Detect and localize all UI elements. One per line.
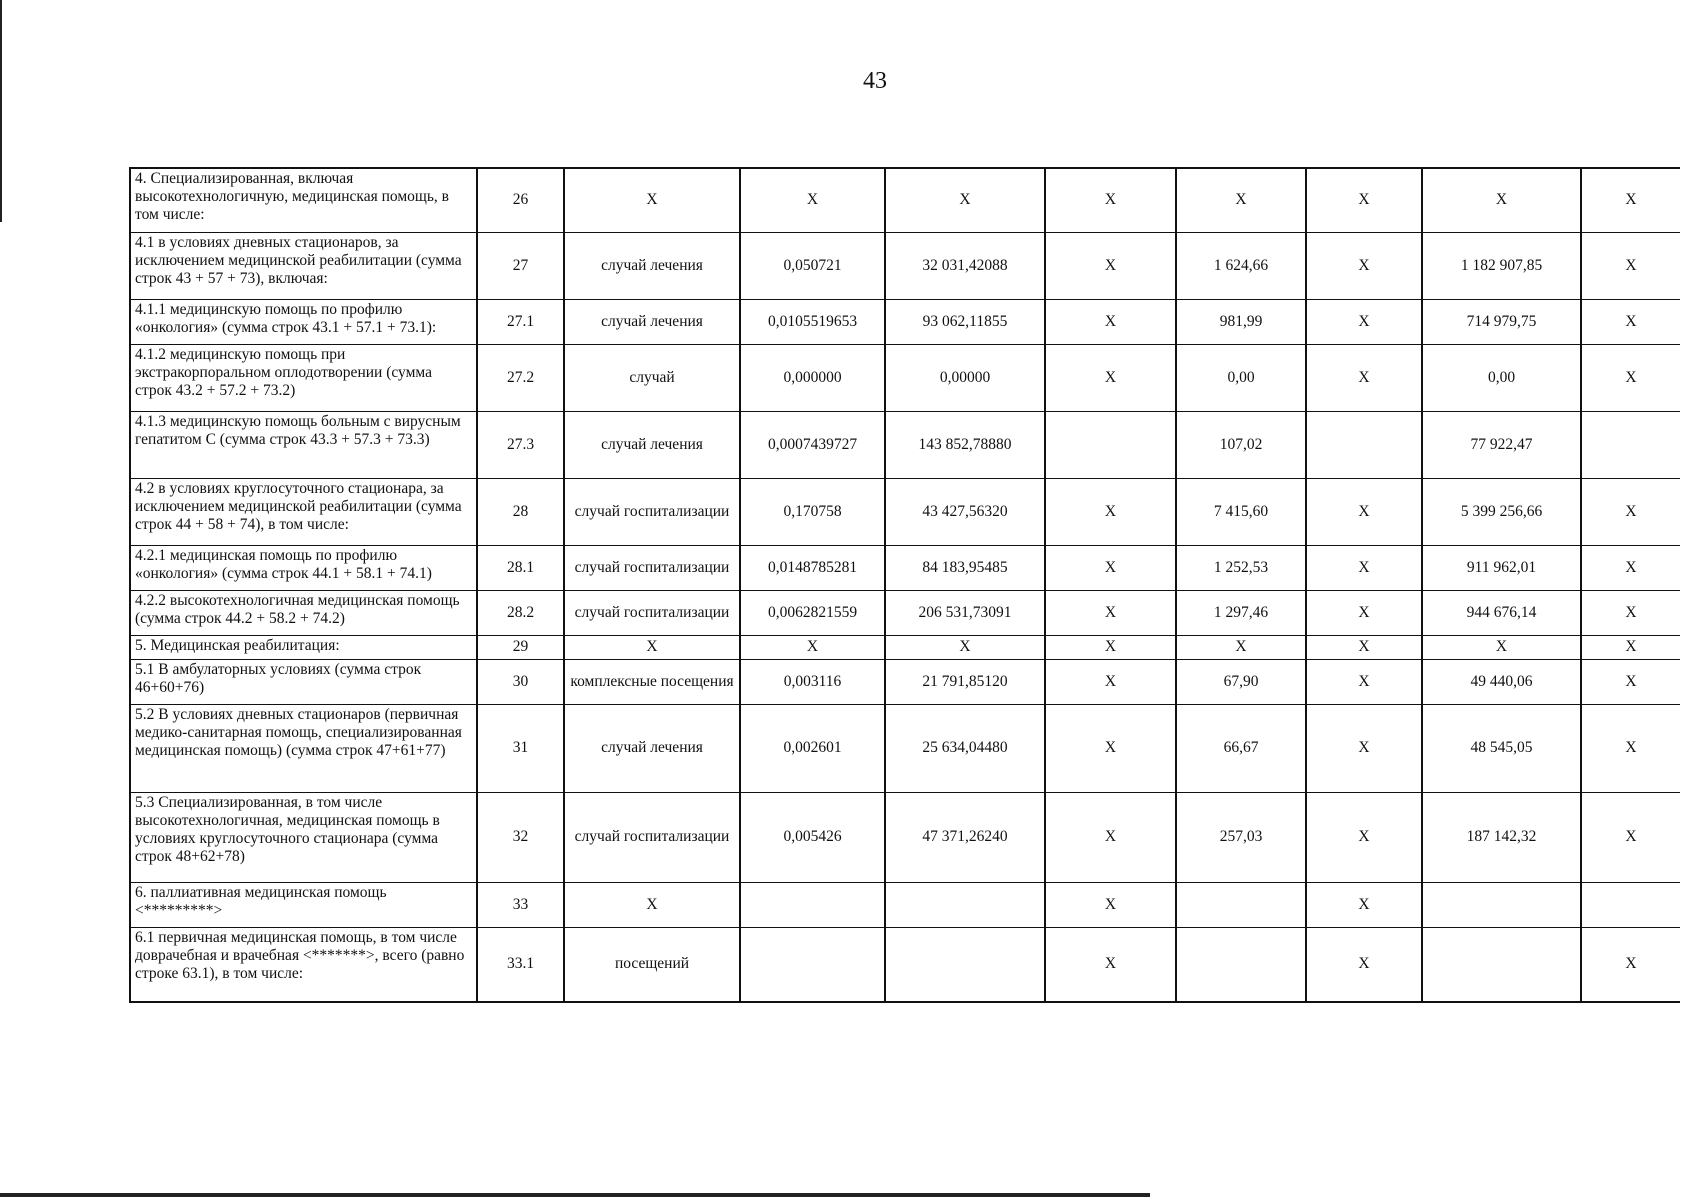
value-cell: X — [1306, 545, 1422, 590]
value-cell: X — [1581, 232, 1680, 299]
unit-cell: случай лечения — [564, 411, 740, 478]
value-cell: X — [1581, 659, 1680, 704]
table-row — [130, 792, 1680, 882]
value-cell: 0,00 — [1422, 344, 1581, 411]
unit-cell: случай — [564, 344, 740, 411]
row-label: 4.2.2 высокотехнологичная медицинская помощь (сумма строк 44.2 + 58.2 + 74.2) — [130, 590, 477, 635]
value-cell: X — [1306, 704, 1422, 792]
row-number: 27.2 — [477, 344, 564, 411]
report-table — [129, 167, 1680, 1003]
value-cell: X — [1045, 545, 1176, 590]
row-number: 30 — [477, 659, 564, 704]
value-cell: X — [1581, 344, 1680, 411]
row-label: 4.1.1 медицинскую помощь по профилю «онкология» (сумма строк 43.1 + 57.1 + 73.1): — [130, 299, 477, 344]
value-cell: 981,99 — [1176, 299, 1306, 344]
table-row — [130, 344, 1680, 411]
value-cell: X — [1045, 344, 1176, 411]
value-cell: 0,005426 — [740, 792, 885, 882]
value-cell: X — [1581, 590, 1680, 635]
value-cell: 49 440,06 — [1422, 659, 1581, 704]
value-cell: X — [1306, 635, 1422, 659]
row-number: 28 — [477, 478, 564, 545]
table-row — [130, 478, 1680, 545]
value-cell: X — [1581, 545, 1680, 590]
unit-cell: X — [564, 635, 740, 659]
value-cell: X — [885, 168, 1045, 232]
value-cell: X — [1581, 478, 1680, 545]
row-label: 4.2 в условиях круглосуточного стационара, за исключением медицинской реабилитации (сумма строк 44 + 58 + 74), в том числе: — [130, 478, 477, 545]
value-cell: 43 427,56320 — [885, 478, 1045, 545]
value-cell: X — [1045, 299, 1176, 344]
value-cell — [1045, 411, 1176, 478]
value-cell — [1581, 882, 1680, 927]
value-cell: 25 634,04480 — [885, 704, 1045, 792]
unit-cell: случай госпитализации — [564, 478, 740, 545]
unit-cell: посещений — [564, 927, 740, 1002]
value-cell: 187 142,32 — [1422, 792, 1581, 882]
row-number: 26 — [477, 168, 564, 232]
value-cell: 0,0007439727 — [740, 411, 885, 478]
value-cell: 944 676,14 — [1422, 590, 1581, 635]
value-cell: 77 922,47 — [1422, 411, 1581, 478]
value-cell: 48 545,05 — [1422, 704, 1581, 792]
value-cell: X — [1045, 168, 1176, 232]
value-cell: 0,0105519653 — [740, 299, 885, 344]
value-cell: 0,050721 — [740, 232, 885, 299]
value-cell: X — [1306, 168, 1422, 232]
row-label: 4.1 в условиях дневных стационаров, за исключением медицинской реабилитации (сумма строк 43 + 57 + 73), включая: — [130, 232, 477, 299]
table-row — [130, 168, 1680, 232]
bottom-edge-rule — [0, 1193, 1150, 1197]
table-row — [130, 299, 1680, 344]
value-cell: 1 297,46 — [1176, 590, 1306, 635]
row-label: 5.3 Специализированная, в том числе высокотехнологичная, медицинская помощь в условиях круглосуточного стационара (сумма строк 48+62+78) — [130, 792, 477, 882]
value-cell: X — [1176, 635, 1306, 659]
row-number: 27 — [477, 232, 564, 299]
value-cell: X — [1045, 704, 1176, 792]
value-cell — [1422, 882, 1581, 927]
value-cell: X — [1581, 792, 1680, 882]
row-number: 27.1 — [477, 299, 564, 344]
value-cell: 257,03 — [1176, 792, 1306, 882]
value-cell: X — [1581, 635, 1680, 659]
value-cell: X — [1306, 232, 1422, 299]
value-cell: X — [1045, 478, 1176, 545]
value-cell: 1 252,53 — [1176, 545, 1306, 590]
value-cell — [1581, 411, 1680, 478]
row-number: 32 — [477, 792, 564, 882]
value-cell: 206 531,73091 — [885, 590, 1045, 635]
value-cell: X — [1581, 299, 1680, 344]
value-cell: 107,02 — [1176, 411, 1306, 478]
value-cell: 84 183,95485 — [885, 545, 1045, 590]
value-cell: X — [740, 168, 885, 232]
value-cell: X — [1306, 478, 1422, 545]
unit-cell: X — [564, 882, 740, 927]
row-label: 4.2.1 медицинская помощь по профилю «онкология» (сумма строк 44.1 + 58.1 + 74.1) — [130, 545, 477, 590]
value-cell — [740, 882, 885, 927]
value-cell: 21 791,85120 — [885, 659, 1045, 704]
value-cell — [1176, 927, 1306, 1002]
row-number: 28.1 — [477, 545, 564, 590]
value-cell — [1422, 927, 1581, 1002]
value-cell: X — [1045, 659, 1176, 704]
unit-cell: случай лечения — [564, 232, 740, 299]
unit-cell: случай лечения — [564, 299, 740, 344]
value-cell: X — [1422, 635, 1581, 659]
table-row — [130, 927, 1680, 1002]
row-number: 31 — [477, 704, 564, 792]
value-cell: 66,67 — [1176, 704, 1306, 792]
value-cell: X — [740, 635, 885, 659]
value-cell: X — [1045, 232, 1176, 299]
value-cell: 0,0062821559 — [740, 590, 885, 635]
value-cell: X — [1306, 659, 1422, 704]
value-cell: 0,00000 — [885, 344, 1045, 411]
value-cell: X — [1045, 590, 1176, 635]
value-cell: 93 062,11855 — [885, 299, 1045, 344]
value-cell: 1 624,66 — [1176, 232, 1306, 299]
value-cell: 5 399 256,66 — [1422, 478, 1581, 545]
row-label: 4.1.2 медицинскую помощь при экстракорпоральном оплодотворении (сумма строк 43.2 + 57.2 + 73.2) — [130, 344, 477, 411]
unit-cell: X — [564, 168, 740, 232]
unit-cell: случай госпитализации — [564, 545, 740, 590]
value-cell: X — [1581, 704, 1680, 792]
table-row — [130, 882, 1680, 927]
row-number: 28.2 — [477, 590, 564, 635]
value-cell: 0,000000 — [740, 344, 885, 411]
value-cell — [885, 927, 1045, 1002]
table-row — [130, 232, 1680, 299]
row-number: 33.1 — [477, 927, 564, 1002]
value-cell: 67,90 — [1176, 659, 1306, 704]
row-number: 29 — [477, 635, 564, 659]
value-cell — [1176, 882, 1306, 927]
value-cell: X — [1581, 927, 1680, 1002]
table-row — [130, 411, 1680, 478]
row-label: 5.1 В амбулаторных условиях (сумма строк 46+60+76) — [130, 659, 477, 704]
row-label: 6.1 первичная медицинская помощь, в том числе доврачебная и врачебная <*******>, всего (равно строке 63.1), в том числе: — [130, 927, 477, 1002]
unit-cell: случай госпитализации — [564, 792, 740, 882]
value-cell: X — [1045, 635, 1176, 659]
value-cell: X — [1306, 792, 1422, 882]
value-cell: X — [1306, 299, 1422, 344]
value-cell: X — [885, 635, 1045, 659]
value-cell: 32 031,42088 — [885, 232, 1045, 299]
table-body — [130, 168, 1680, 1002]
table-row — [130, 545, 1680, 590]
value-cell: 0,002601 — [740, 704, 885, 792]
row-number: 27.3 — [477, 411, 564, 478]
row-number: 33 — [477, 882, 564, 927]
page-number: 43 — [863, 68, 887, 94]
table-row — [130, 704, 1680, 792]
unit-cell: комплексные посещения — [564, 659, 740, 704]
value-cell: 0,170758 — [740, 478, 885, 545]
row-label: 4. Специализированная, включая высокотехнологичную, медицинская помощь, в том числе: — [130, 168, 477, 232]
table-row — [130, 590, 1680, 635]
value-cell — [885, 882, 1045, 927]
unit-cell: случай лечения — [564, 704, 740, 792]
value-cell: X — [1581, 168, 1680, 232]
left-edge-rule — [0, 0, 2, 222]
value-cell: X — [1045, 927, 1176, 1002]
table-row — [130, 635, 1680, 659]
value-cell: X — [1045, 882, 1176, 927]
row-label: 6. паллиативная медицинская помощь <*********> — [130, 882, 477, 927]
row-label: 5.2 В условиях дневных стационаров (первичная медико-санитарная помощь, специализированная медицинская помощь) (сумма строк 47+61+77) — [130, 704, 477, 792]
value-cell: 714 979,75 — [1422, 299, 1581, 344]
value-cell: 0,003116 — [740, 659, 885, 704]
value-cell: X — [1176, 168, 1306, 232]
value-cell: X — [1422, 168, 1581, 232]
table-row — [130, 659, 1680, 704]
row-label: 5. Медицинская реабилитация: — [130, 635, 477, 659]
value-cell: 0,00 — [1176, 344, 1306, 411]
row-label: 4.1.3 медицинскую помощь больным с вирусным гепатитом С (сумма строк 43.3 + 57.3 + 73.3) — [130, 411, 477, 478]
value-cell: 911 962,01 — [1422, 545, 1581, 590]
value-cell: X — [1306, 927, 1422, 1002]
value-cell: X — [1045, 792, 1176, 882]
value-cell: X — [1306, 344, 1422, 411]
value-cell: 7 415,60 — [1176, 478, 1306, 545]
value-cell: 0,0148785281 — [740, 545, 885, 590]
unit-cell: случай госпитализации — [564, 590, 740, 635]
value-cell: 143 852,78880 — [885, 411, 1045, 478]
value-cell — [1306, 411, 1422, 478]
value-cell — [740, 927, 885, 1002]
value-cell: X — [1306, 590, 1422, 635]
value-cell: 1 182 907,85 — [1422, 232, 1581, 299]
value-cell: X — [1306, 882, 1422, 927]
value-cell: 47 371,26240 — [885, 792, 1045, 882]
